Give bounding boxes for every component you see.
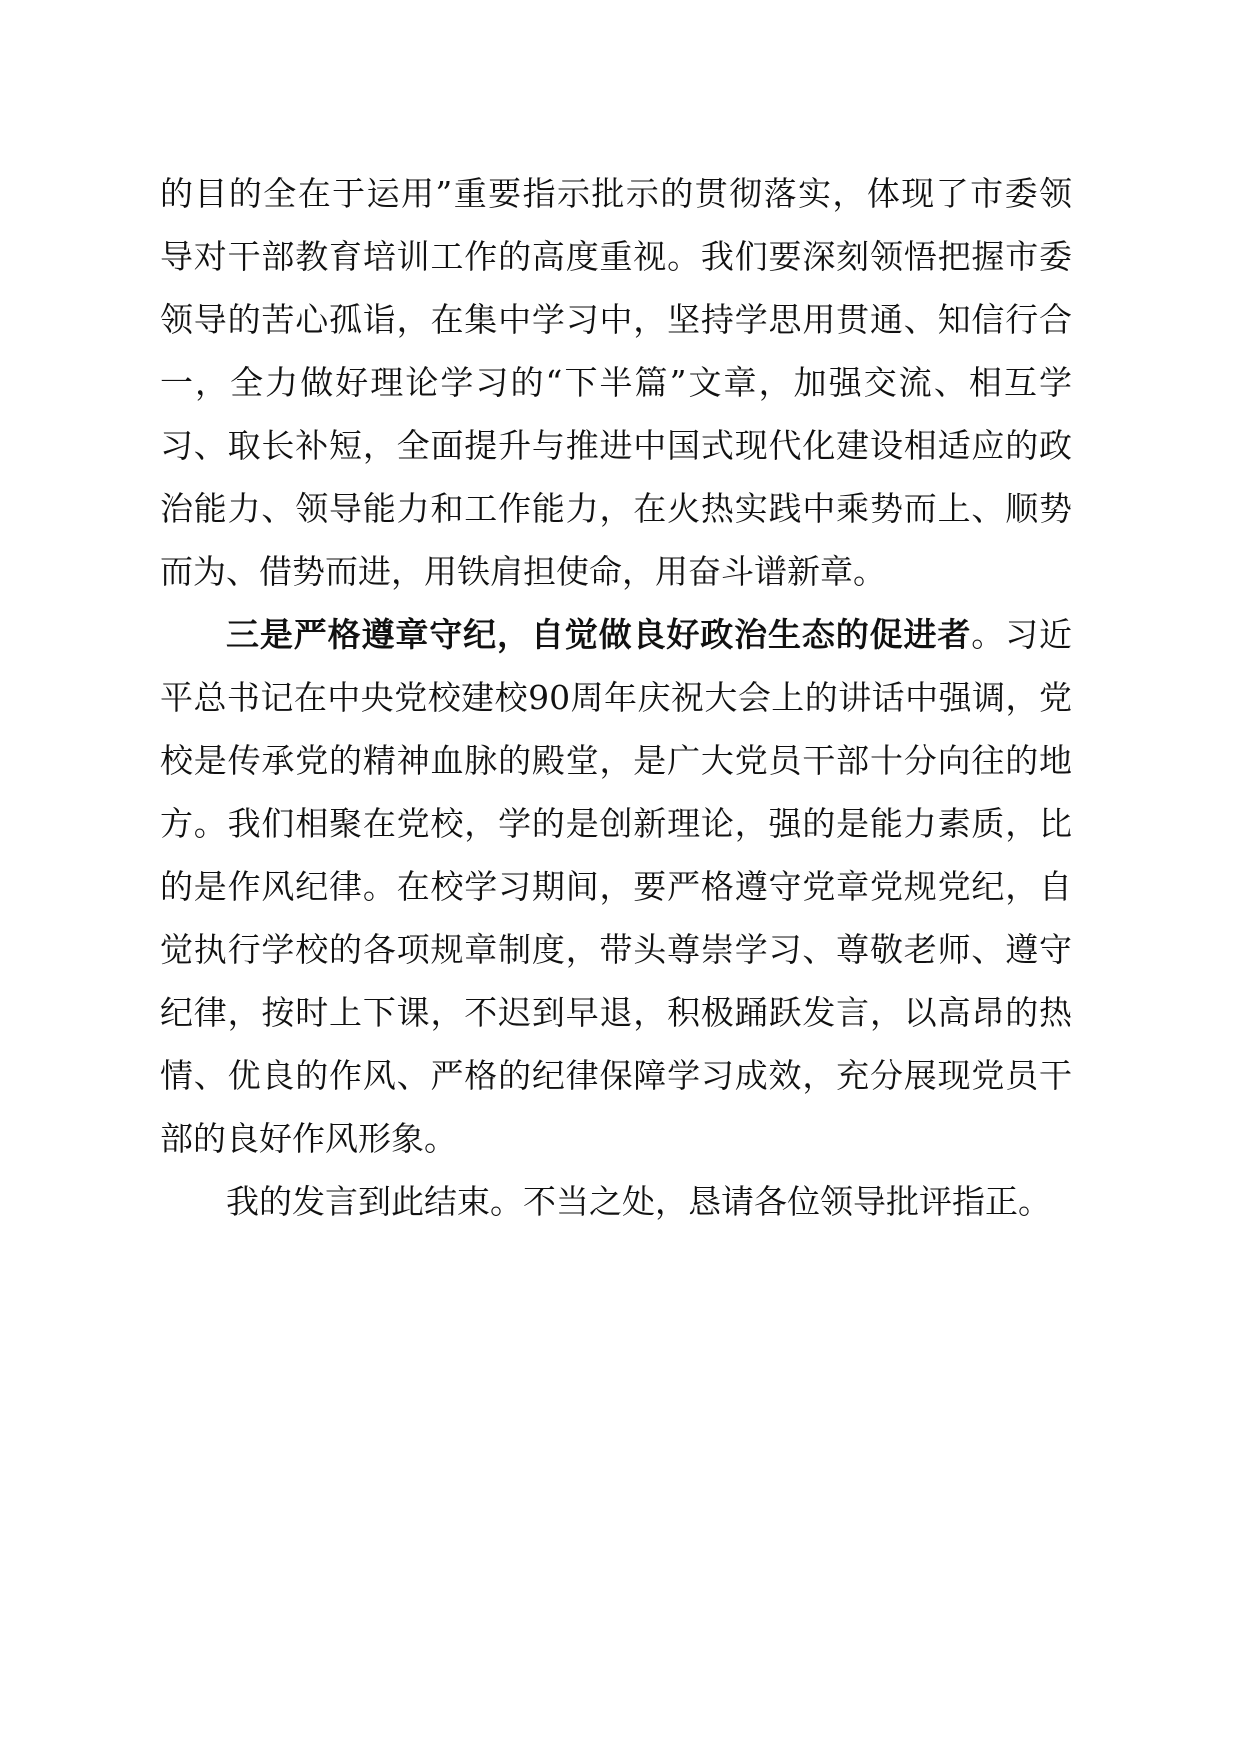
text-line: 方。我们相聚在党校，学的是创新理论，强的是能力素质，比 [160,804,1072,843]
text-line: 情、优良的作风、严格的纪律保障学习成效，充分展现党员干 [160,1056,1072,1095]
text-line: 的是作风纪律。在校学习期间，要严格遵守党章党规党纪，自 [160,867,1072,906]
text-line: 部的良好作风形象。 [160,1119,457,1158]
document-body [160,162,1072,1233]
text-line: 一，全力做好理论学习的“下半篇”文章，加强交流、相互学 [160,363,1072,402]
text-line: 治能力、领导能力和工作能力，在火热实践中乘势而上、顺势 [160,489,1072,528]
text-line [160,603,1072,666]
paragraph-lead-tail: 。习近 [971,615,1072,654]
text-line: 觉执行学校的各项规章制度，带头尊崇学习、尊敬老师、遵守 [160,930,1072,969]
paragraph [160,162,1072,603]
text-line: 习、取长补短，全面提升与推进中国式现代化建设相适应的政 [160,426,1072,465]
text-line: 的目的全在于运用”重要指示批示的贯彻落实，体现了市委领 [160,174,1072,213]
text-line: 平总书记在中央党校建校90周年庆祝大会上的讲话中强调，党 [160,678,1072,717]
closing-line: 我的发言到此结束。不当之处，恳请各位领导批评指正。 [226,1182,1051,1221]
text-line: 纪律，按时上下课，不迟到早退，积极踊跃发言，以高昂的热 [160,993,1072,1032]
text-line: 领导的苦心孤诣，在集中学习中，坚持学思用贯通、知信行合 [160,300,1072,339]
text-line: 而为、借势而进，用铁肩担使命，用奋斗谱新章。 [160,552,886,591]
text-line: 校是传承党的精神血脉的殿堂，是广大党员干部十分向往的地 [160,741,1072,780]
paragraph [160,603,1072,1170]
paragraph-lead-heading: 三是严格遵章守纪，自觉做良好政治生态的促进者 [226,615,972,654]
text-line: 导对干部教育培训工作的高度重视。我们要深刻领悟把握市委 [160,237,1072,276]
paragraph [160,1170,1072,1233]
